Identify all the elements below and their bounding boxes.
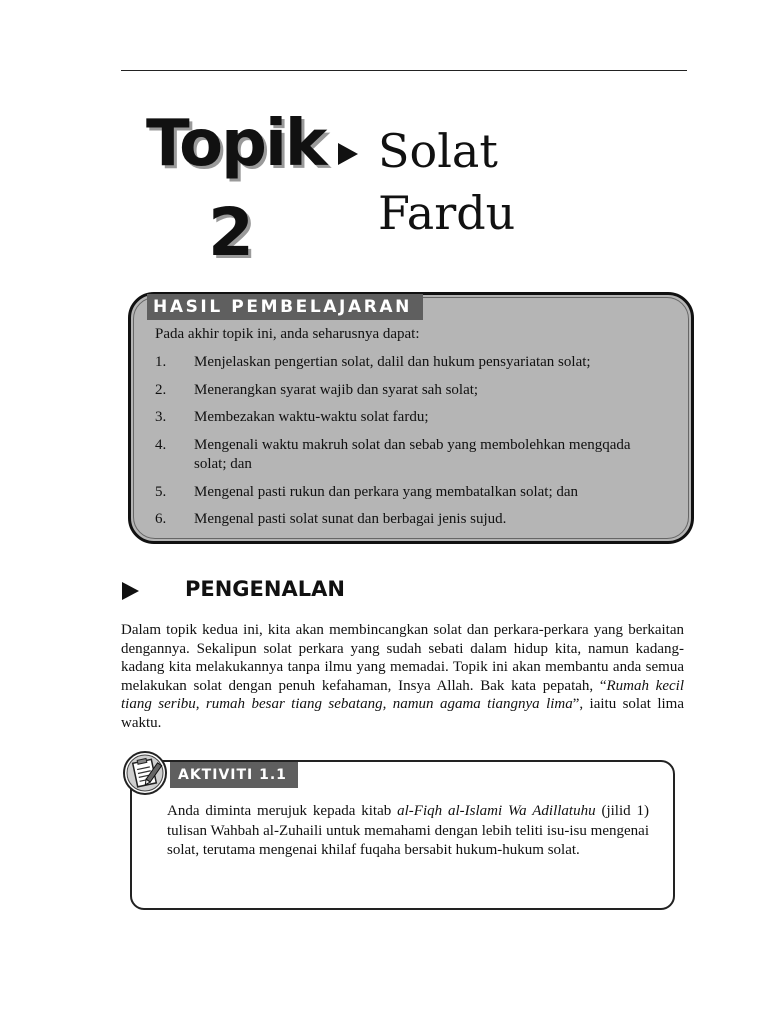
section-arrow-icon <box>122 582 139 600</box>
activity-text-part2: (jilid 1) tulisan Wahbah al-Zuhaili untuk memahami dengan lebih teliti isu-isu mengenai solat, terutama mengenai khilaf fuqaha bersabit hukum-hukum solat. <box>167 803 649 859</box>
learning-outcomes-intro: Pada akhir topik ini, anda seharusnya dapat: <box>155 326 420 342</box>
page-title-line2: Fardu <box>378 186 516 240</box>
activity-text <box>167 802 649 861</box>
list-item-text: Menerangkan syarat wajib dan syarat sah solat; <box>194 382 479 398</box>
clipboard-pencil-icon <box>122 750 168 796</box>
section-heading: PENGENALAN <box>185 577 345 601</box>
activity-text-part1: Anda diminta merujuk kepada kitab <box>167 803 398 819</box>
activity-book-title: al-Fiqh al-Islami Wa Adillatuhu <box>397 803 596 819</box>
list-item-number: 1. <box>155 354 167 370</box>
page-title-line1: Solat <box>378 124 498 178</box>
title-arrow-icon <box>338 143 358 165</box>
top-rule <box>121 70 687 71</box>
list-item-text: Mengenal pasti solat sunat dan berbagai jenis sujud. <box>194 511 507 527</box>
list-item-number: 6. <box>155 511 167 527</box>
list-item-text: Mengenal pasti rukun dan perkara yang membatalkan solat; dan <box>194 484 579 500</box>
list-item-text: Membezakan waktu-waktu solat fardu; <box>194 409 429 425</box>
learning-outcomes-label: HASIL PEMBELAJARAN <box>147 294 423 320</box>
intro-text-part2: ”, iaitu solat lima waktu. <box>121 696 684 731</box>
activity-label: AKTIVITI 1.1 <box>170 762 298 788</box>
topic-number: 2 <box>208 194 254 271</box>
list-item-number: 2. <box>155 382 167 398</box>
list-item-text: Menjelaskan pengertian solat, dalil dan hukum pensyariatan solat; <box>194 354 591 370</box>
list-item-number: 3. <box>155 409 167 425</box>
topic-word: Topik <box>146 107 326 181</box>
list-item-number: 5. <box>155 484 167 500</box>
list-item-number: 4. <box>155 437 167 453</box>
intro-quote: Rumah kecil tiang seribu, rumah besar tiang sebatang, namun agama tiangnya lima <box>121 677 684 713</box>
intro-text-part1: Dalam topik kedua ini, kita akan membincangkan solat dan perkara-perkara yang berkaitan dengannya. Sekalipun solat perkara yang sudah sebati dalam hidup kita, namun kadang-kadang kita melakukannya tanpa ilmu yang memadai. Topik ini akan membantu anda semua melakukan solat dengan penuh kefahaman, Insya Allah. Bak kata pepatah, “ <box>121 622 684 694</box>
list-item-text: Mengenali waktu makruh solat dan sebab yang membolehkan mengqada solat; dan <box>194 437 631 472</box>
intro-paragraph <box>121 621 684 733</box>
